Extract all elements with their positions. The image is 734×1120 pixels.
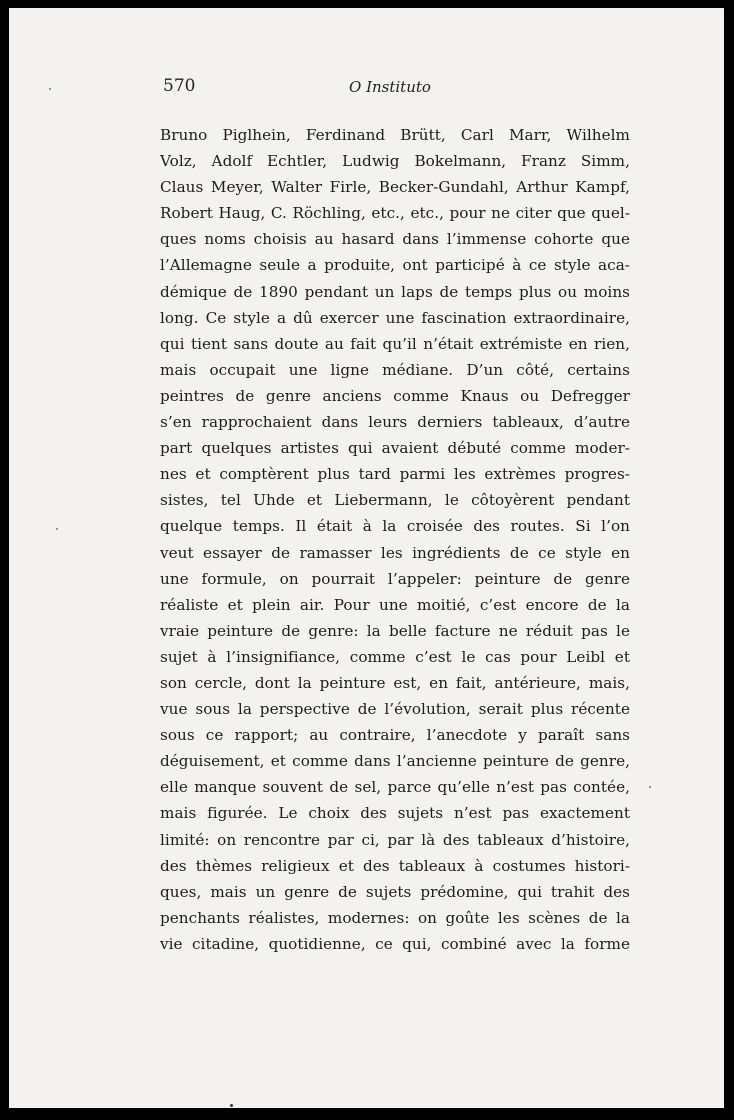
text-line: déguisement, et comme dans l’ancienne peinture de genre, (160, 752, 630, 771)
text-line: sujet à l’insignifiance, comme c’est le cas pour Leibl et (160, 647, 630, 666)
text-line: long. Ce style a dû exercer une fascination extraordinaire, (160, 308, 630, 327)
text-line: quelque temps. Il était à la croisée des routes. Si l’on (160, 517, 630, 536)
text-line: elle manque souvent de sel, parce qu’elle n’est pas contée, (160, 778, 630, 797)
text-line: qui tient sans doute au fait qu’il n’était extrémiste en rien, (160, 334, 630, 353)
text-line: des thèmes religieux et des tableaux à costumes histori- (160, 856, 630, 875)
scan-speck (49, 88, 51, 90)
body-text (160, 122, 630, 957)
scanned-page (9, 8, 724, 1108)
text-line: sistes, tel Uhde et Liebermann, le côtoyèrent pendant (160, 491, 630, 510)
text-line: vraie peinture de genre: la belle facture ne réduit pas le (160, 621, 630, 640)
journal-title: O Instituto (349, 78, 431, 96)
text-line: Volz, Adolf Echtler, Ludwig Bokelmann, Franz Simm, (160, 152, 630, 171)
text-line: mais figurée. Le choix des sujets n’est pas exactement (160, 804, 630, 823)
text-line: vue sous la perspective de l’évolution, serait plus récente (160, 700, 630, 719)
text-line: une formule, on pourrait l’appeler: peinture de genre (160, 569, 630, 588)
text-line: veut essayer de ramasser les ingrédients de ce style en (160, 543, 630, 562)
text-line: limité: on rencontre par ci, par là des tableaux d’histoire, (160, 830, 630, 849)
text-line: s’en rapprochaient dans leurs derniers tableaux, d’autre (160, 413, 630, 432)
text-line: nes et comptèrent plus tard parmi les extrèmes progres- (160, 465, 630, 484)
text-line: sous ce rapport; au contraire, l’anecdote y paraît sans (160, 726, 630, 745)
text-line: vie citadine, quotidienne, ce qui, combiné avec la forme (160, 934, 630, 953)
text-line: ques, mais un genre de sujets prédomine, qui trahit des (160, 882, 630, 901)
text-line: part quelques artistes qui avaient débuté comme moder- (160, 439, 630, 458)
page-number: 570 (163, 76, 196, 96)
text-line: penchants réalistes, modernes: on goûte les scènes de la (160, 908, 630, 927)
text-line: ques noms choisis au hasard dans l’immense cohorte que (160, 230, 630, 249)
scan-speck (649, 786, 651, 788)
text-line: Bruno Piglhein, Ferdinand Brütt, Carl Marr, Wilhelm (160, 126, 630, 144)
scan-speck (230, 1104, 233, 1107)
text-line: l’Allemagne seule a produite, ont participé à ce style aca- (160, 256, 630, 275)
text-line: Robert Haug, C. Röchling, etc., etc., pour ne citer que quel- (160, 204, 630, 223)
text-line: peintres de genre anciens comme Knaus ou Defregger (160, 386, 630, 405)
text-line: son cercle, dont la peinture est, en fait, antérieure, mais, (160, 673, 630, 692)
scan-speck (56, 528, 58, 530)
text-line: démique de 1890 pendant un laps de temps plus ou moins (160, 282, 630, 301)
text-line: mais occupait une ligne médiane. D’un côté, certains (160, 360, 630, 379)
running-head (9, 8, 724, 48)
text-line: Claus Meyer, Walter Firle, Becker-Gundahl, Arthur Kampf, (160, 178, 630, 197)
text-line: réaliste et plein air. Pour une moitié, c’est encore de la (160, 595, 630, 614)
